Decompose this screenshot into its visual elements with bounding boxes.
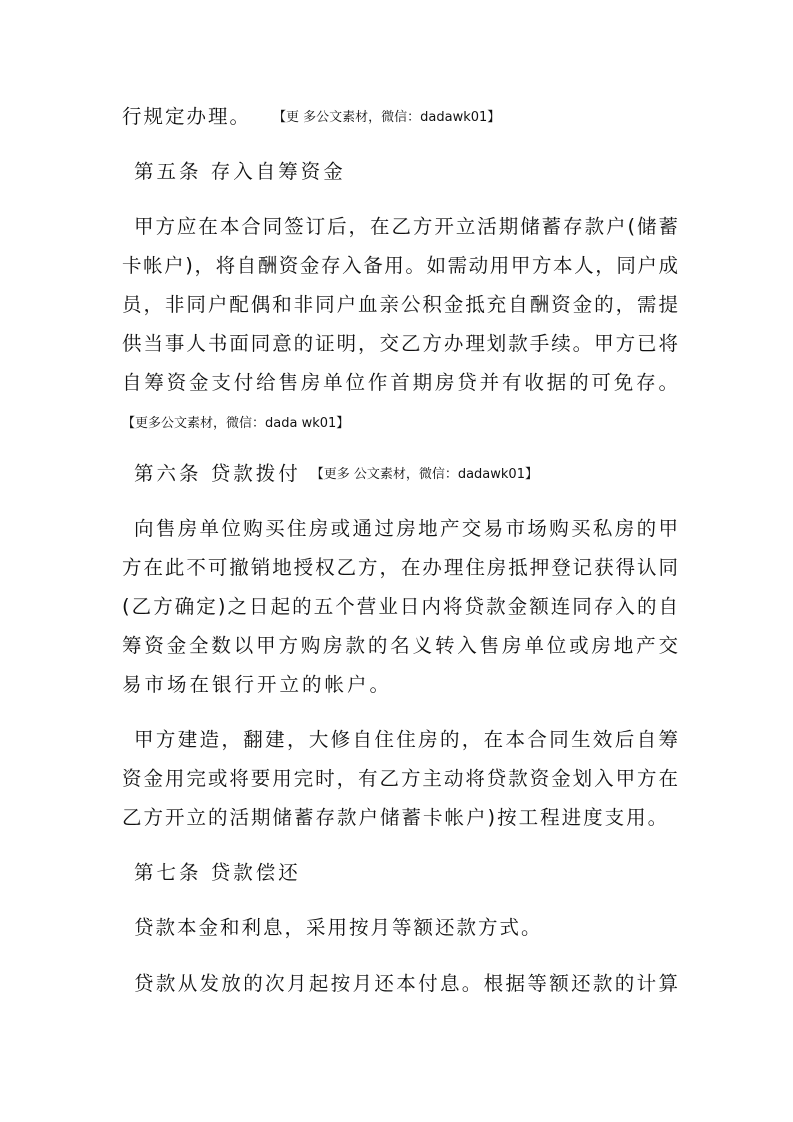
paragraph-line: 供当事人书面同意的证明，交乙方办理划款手续。甲方已将 (122, 332, 678, 355)
paragraph-line: 贷款本金和利息，采用按月等额还款方式。 (134, 916, 543, 939)
article-6-heading (134, 461, 678, 488)
paragraph-line: 自筹资金支付给售房单位作首期房贷并有收据的可免存。 (122, 371, 678, 394)
watermark-tag: 【更 多公文素材，微信：dadawk01】 (273, 110, 501, 125)
paragraph-line: 乙方开立的活期储蓄存款户储蓄卡帐户)按工程进度支用。 (122, 806, 670, 829)
paragraph-line: 易市场在银行开立的帐户。 (122, 673, 393, 696)
article-6-title: 第六条 贷款拨付 (134, 462, 301, 485)
watermark-tag: 【更多公文素材，微信：dada wk01】 (122, 416, 350, 431)
paragraph-line: 卡帐户)，将自酬资金存入备用。如需动用甲方本人，同户成 (122, 254, 678, 277)
paragraph-line: 向售房单位购买住房或通过房地产交易市场购买私房的甲 (134, 517, 678, 540)
article-7-heading: 第七条 贷款偿还 (134, 861, 301, 884)
paragraph-line: 资金用完或将要用完时，有乙方主动将贷款资金划入甲方在 (122, 767, 678, 790)
watermark-tag: 【更多 公文素材，微信：dadawk01】 (310, 467, 538, 482)
paragraph-line: 筹资金全数以甲方购房款的名义转入售房单位或房地产交 (122, 634, 678, 657)
paragraph-line (122, 104, 678, 131)
paragraph-line: 方在此不可撤销地授权乙方，在办理住房抵押登记获得认同 (122, 556, 678, 579)
paragraph-line: 贷款从发放的次月起按月还本付息。根据等额还款的计算 (134, 972, 678, 995)
body-text: 行规定办理。 (122, 105, 252, 128)
paragraph-line: 甲方应在本合同签订后，在乙方开立活期储蓄存款户(储蓄 (134, 215, 678, 238)
paragraph-line: 员，非同户配偶和非同户血亲公积金抵充自酬资金的，需提 (122, 293, 678, 316)
paragraph-line: 甲方建造，翻建，大修自住住房的，在本合同生效后自筹 (134, 728, 678, 751)
paragraph-line: (乙方确定)之日起的五个营业日内将贷款金额连同存入的自 (122, 595, 678, 618)
article-5-heading: 第五条 存入自筹资金 (134, 160, 346, 183)
